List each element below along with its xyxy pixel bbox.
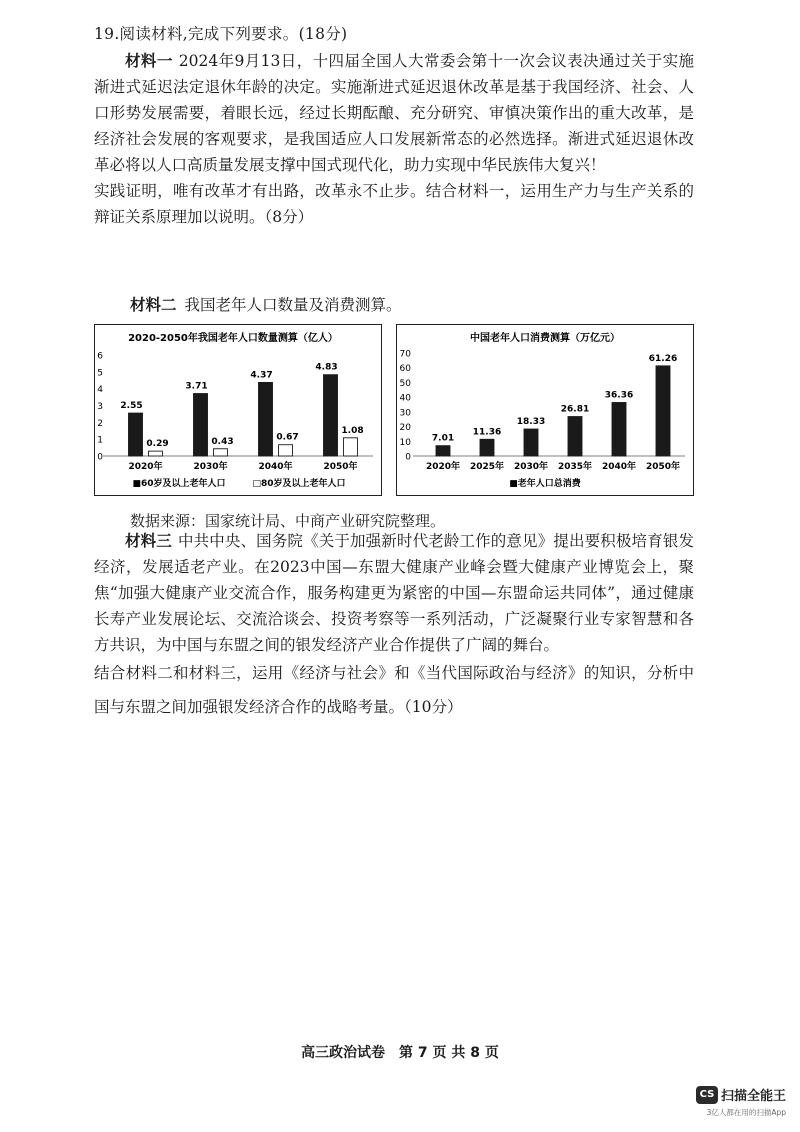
bar-data-label: 18.33 [516,417,546,428]
material-2-text: 我国老年人口数量及消费测算。 [184,296,402,314]
x-tick-label: 2035年 [557,462,593,472]
scanner-logo-icon: CS [696,1086,718,1104]
population-chart-svg [95,325,381,495]
consumption-chart-svg [397,325,693,495]
bar-data-label: 3.71 [185,381,208,392]
y-tick-label: 1 [97,435,103,446]
bar-data-label: 4.83 [315,362,338,373]
y-tick-label: 0 [405,452,411,463]
x-tick-label: 2025年 [469,462,505,472]
scanner-watermark [668,1084,786,1118]
bar [436,446,450,456]
material-3 [94,528,694,658]
bar-data-label: 2.55 [120,401,143,412]
y-tick-label: 40 [399,393,411,404]
consumption-chart [396,324,694,496]
bar-data-label: 7.01 [431,433,455,444]
bar [524,429,538,456]
y-tick-label: 60 [399,364,411,375]
bar [324,375,338,456]
material-1-text: 2024年9月13日，十四届全国人大常委会第十一次会议表决通过关于实施渐进式延迟法定退休年龄的决定。实施渐进式延迟退休改革是基于我国经济、社会、人口形势发展需要，着眼长远，经过长期酝酿、充分研究、审慎决策作出的重大改革，是经济社会发展的客观要求，是我国适应人口发展新常态的必然选择。渐进式延迟退休改革必将以人口高质量发展支撑中国式现代化，助力实现中华民族伟大复兴！ [94,52,694,174]
material-2-label: 材料二 [130,296,177,314]
bar [194,394,208,456]
bar [656,366,670,456]
y-tick-label: 5 [97,368,103,379]
y-tick-label: 20 [399,423,411,434]
bar-data-label: 26.81 [560,404,590,415]
legend-entry: ■60岁及以上老年人口 [132,479,226,489]
bar [149,451,163,456]
question-title: 19.阅读材料,完成下列要求。(18分) [94,25,348,43]
bar [214,449,228,456]
bar [259,382,273,456]
bar-data-label: 61.26 [648,353,678,364]
legend-entry: ■老年人口总消费 [509,479,581,489]
y-tick-label: 30 [399,408,411,419]
material-3-label: 材料三 [125,532,172,550]
material-3-text: 中共中央、国务院《关于加强新时代老龄工作的意见》提出要积极培育银发经济，发展适老产业。在2023中国—东盟大健康产业峰会暨大健康产业博览会上，聚焦“加强大健康产业交流合作，服务构建更为紧密的中国—东盟命运共同体”，通过健康长寿产业发展论坛、交流洽谈会、投资考察等一系列活动，广泛凝聚行业专家智慧和各方共识，为中国与东盟之间的银发经济产业合作提供了广阔的舞台。 [94,532,694,654]
bar-data-label: 0.29 [146,439,169,450]
x-tick-label: 2020年 [128,462,163,472]
bar [480,439,494,456]
question-prompt-2: 结合材料二和材料三，运用《经济与社会》和《当代国际政治与经济》的知识，分析中国与东盟之间加强银发经济合作的战略考量。（10分） [94,664,694,716]
x-tick-label: 2050年 [323,462,358,472]
bar-data-label: 36.36 [604,390,634,401]
page-footer: 高三政治试卷 第 7 页 共 8 页 [301,1045,499,1061]
bar [279,445,293,456]
y-tick-label: 0 [97,452,103,463]
y-tick-label: 50 [399,378,411,389]
bar-data-label: 11.36 [472,427,502,438]
x-tick-label: 2020年 [425,462,461,472]
bar-data-label: 1.08 [341,425,364,436]
material-1 [94,48,694,178]
bar [612,402,626,456]
y-tick-label: 4 [97,385,103,396]
y-tick-label: 70 [399,349,411,360]
scanner-tagline: 3亿人都在用的扫描App [706,1108,786,1117]
material-2 [130,293,402,315]
chart-title: 2020-2050年我国老年人口数量测算（亿人） [128,333,338,344]
x-tick-label: 2040年 [258,462,293,472]
scanner-name: 扫描全能王 [720,1089,786,1104]
population-chart [94,324,382,496]
question-prompt-1: 实践证明，唯有改革才有出路，改革永不止步。结合材料一，运用生产力与生产关系的辩证关系原理加以说明。（8分） [94,182,694,226]
legend-entry: □80岁及以上老年人口 [252,479,346,489]
x-tick-label: 2030年 [513,462,549,472]
data-source: 数据来源：国家统计局、中商产业研究院整理。 [130,512,446,530]
x-tick-label: 2050年 [645,462,681,472]
bar [129,413,143,456]
x-tick-label: 2030年 [193,462,228,472]
bar-data-label: 0.43 [211,436,234,447]
y-tick-label: 2 [97,418,103,429]
x-tick-label: 2040年 [601,462,637,472]
bar-data-label: 0.67 [276,432,299,443]
bar [568,417,582,456]
chart-title: 中国老年人口消费测算（万亿元） [470,333,620,344]
y-tick-label: 10 [399,437,411,448]
bar-data-label: 4.37 [250,370,273,381]
material-1-label: 材料一 [125,52,173,70]
bar [344,438,358,456]
y-tick-label: 3 [97,402,103,412]
y-tick-label: 6 [97,351,103,362]
